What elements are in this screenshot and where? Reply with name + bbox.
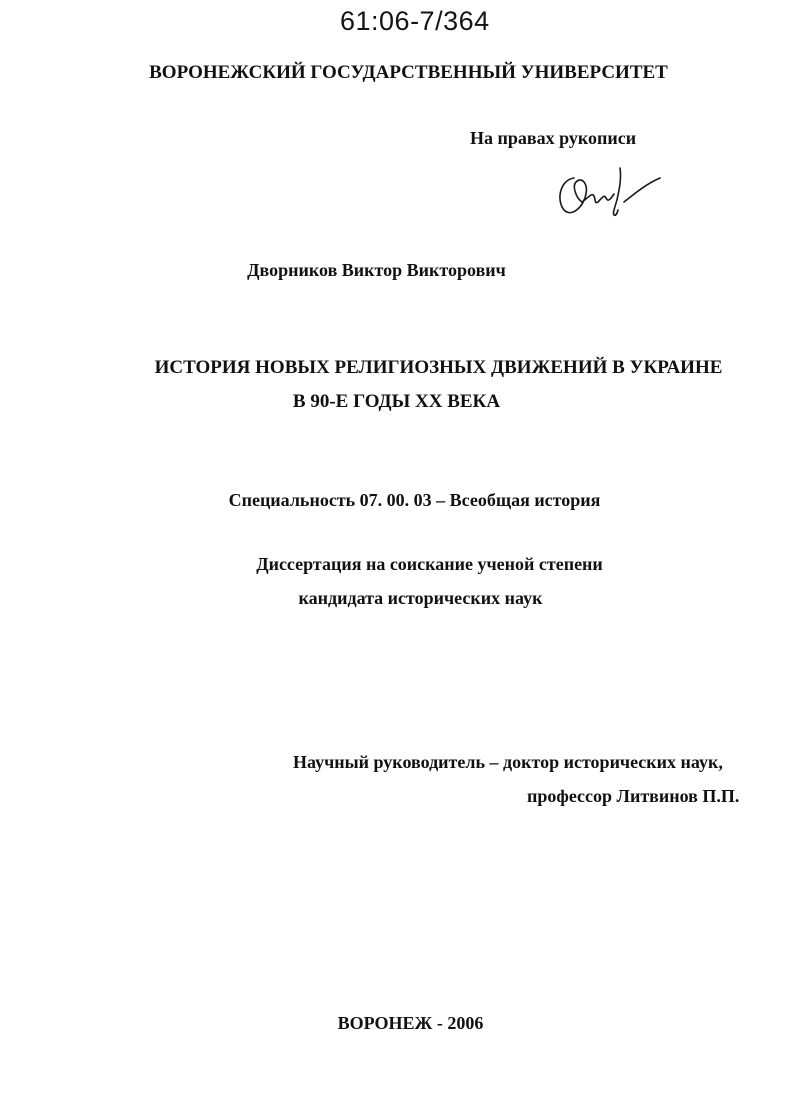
specialty: Специальность 07. 00. 03 – Всеобщая история <box>228 490 601 510</box>
city-year: ВОРОНЕЖ - 2006 <box>337 1013 484 1033</box>
scientific-advisor-line-2: профессор Литвинов П.П. <box>527 786 740 806</box>
scientific-advisor-line-1: Научный руководитель – доктор исторических наук, <box>293 752 723 772</box>
archive-stamp: 61:06-7/364 <box>340 6 490 36</box>
dissertation-degree-line-1: Диссертация на соискание ученой степени <box>256 554 603 574</box>
author-signature <box>552 158 672 228</box>
dissertation-title-line-1: ИСТОРИЯ НОВЫХ РЕЛИГИОЗНЫХ ДВИЖЕНИЙ В УКРАИНЕ <box>154 357 723 378</box>
university-name: ВОРОНЕЖСКИЙ ГОСУДАРСТВЕННЫЙ УНИВЕРСИТЕТ <box>149 62 668 83</box>
author-name: Дворников Виктор Викторович <box>247 260 506 280</box>
dissertation-degree-line-2: кандидата исторических наук <box>298 588 543 608</box>
manuscript-rights-note: На правах рукописи <box>470 128 637 148</box>
dissertation-title-line-2: В 90-Е ГОДЫ XX ВЕКА <box>292 391 501 412</box>
